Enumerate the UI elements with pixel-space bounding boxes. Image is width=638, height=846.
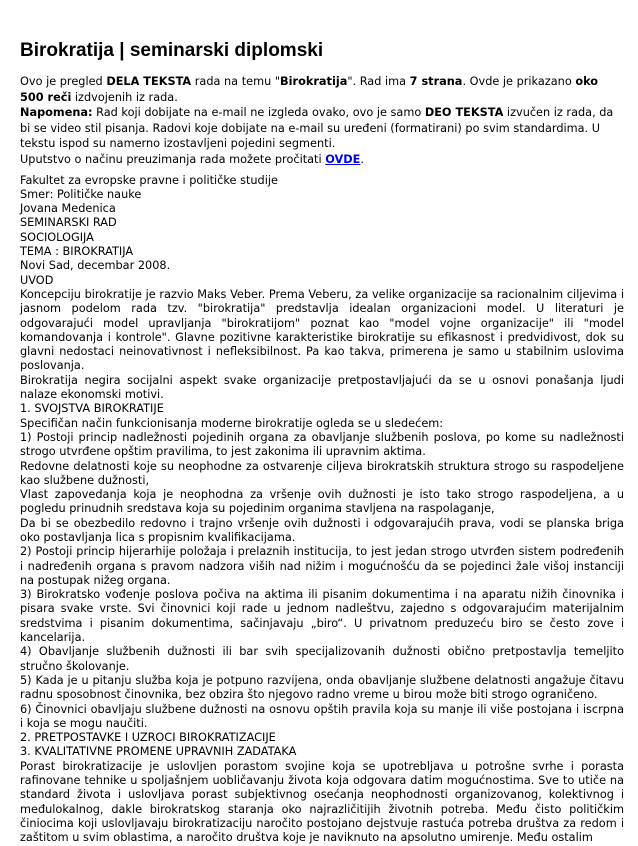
- intro-text: rada na temu ": [191, 75, 281, 88]
- page-title: Birokratija | seminarski diplomski: [20, 40, 324, 61]
- document-paragraph: SOCIOLOGIJA: [20, 230, 94, 244]
- document-paragraph: Fakultet za evropske pravne i političke studije: [20, 173, 278, 187]
- intro-bold: DEO TEKSTA: [424, 106, 504, 120]
- intro-text: Ovo je pregled: [20, 75, 107, 88]
- document-paragraph: 6) Činovnici obavljaju službene dužnosti na osnovu opštih pravila koja su manje ili više postojana i iscrpna i koja se mogu naučiti.: [20, 702, 624, 730]
- document-paragraph: 3) Birokratsko vođenje poslova počiva na aktima ili pisanim dokumentima i na aparatu nižih činovnika i pisara svake vrste. Svi činovnici koji rade u jednom nadleštvu, zajedno s odgovarajućim materijalnim sredstvima i pisanim dokumentima, sačinjavaju „biro“. U privatnom preduzeću biro se često zove i kancelarija.: [20, 588, 624, 645]
- document-paragraph: 4) Obavljanje službenih dužnosti ili bar svih specijalizovanih dužnosti obično pretpostavlja temeljito stručno školovanje.: [20, 645, 624, 673]
- intro-note: [20, 105, 624, 152]
- document-text: [20, 174, 624, 846]
- intro-text: ". Rad ima: [347, 75, 410, 88]
- intro-text: izvučen iz rada, da bi se video stil pisanja. Radovi koje dobijate na e-mail su uređeni (formatirani) po svim standardima. U tekstu ispod su namerno izostavljeni pojedini segmenti.: [20, 106, 614, 151]
- document-paragraph: 2) Postoji princip hijerarhije položaja i prelaznih institucija, to jest jedan strogo utvrđen sistem podređenih i nadređenih organa s pravom nadzora viših nad nižim i mogućnošću da se pojedinci žale višoj instanciji na postupak nižeg organa.: [20, 545, 624, 587]
- intro-page-count: 7 strana: [409, 75, 463, 88]
- document-paragraph: Redovne delatnosti koje su neophodne za ostvarenje ciljeva birokratskih struktura strogo su raspodeljene kao službene dužnosti,: [20, 459, 624, 487]
- intro-bold: DELA TEKSTA: [106, 75, 192, 88]
- intro-text: .: [360, 152, 364, 166]
- intro-text: Rad koji dobijate na e-mail ne izgleda ovako, ovo je samo: [92, 106, 425, 120]
- document-paragraph: 2. PRETPOSTAVKE I UZROCI BIROKRATIZACIJE: [20, 731, 276, 745]
- document-paragraph: Vlast zapovedanja koja je neophodna za vršenje ovih dužnosti je isto tako strogo raspodeljena, a u pogledu prinudnih sredstava koja su pojedinim organima stavljena na raspolaganje,: [20, 488, 624, 516]
- document-paragraph: Jovana Medenica: [20, 202, 116, 216]
- document-paragraph: Birokratija negira socijalni aspekt svake organizacije pretpostavljajući da se u osnovi ponašanja ljudi nalaze ekonomski motivi.: [20, 373, 624, 402]
- document-paragraph: Specifičan način funkcionisanja moderne birokratije ogleda se u sledećem:: [20, 416, 444, 430]
- intro-summary: [20, 74, 624, 105]
- note-label: Napomena:: [20, 106, 93, 120]
- document-paragraph: 5) Kada je u pitanju služba koja je potpuno razvijena, onda obavljanje službene delatnosti angažuje čitavu radnu sposobnost činovnika, bez obzira što njegovo radno vreme u birou može biti strogo ograničeno.: [20, 673, 624, 702]
- document-paragraph: 1) Postoji princip nadležnosti pojedinih organa za obavljanje službenih poslova, po kome su nadležnosti strogo utvrđene opštim pravilima, to jest zakonima ili upravnim aktima.: [20, 430, 624, 459]
- intro-bold: Birokratija: [280, 75, 348, 88]
- page: [20, 40, 624, 846]
- document-paragraph: TEMA : BIROKRATIJA: [20, 245, 134, 259]
- document-paragraph: Koncepciju birokratije je razvio Maks Veber. Prema Veberu, za velike organizacije sa racionalnim ciljevima i jasnom podelom rada tzv. "birokratija" predstavlja idealan organizacioni model. U literaturi je odgovarajući model upravljanja "birokratijom" poznat kao "model vojne organizacije" ili "model komandovanja i kontrole". Glavne pozitivne karakteristike birokratije su efikasnost i predvidivost, dok su glavni nedostaci neinovativnost i nefleksibilnost. Pa kao takva, primerena je samo u stabilnim uslovima poslovanja.: [20, 287, 624, 373]
- document-paragraph: Da bi se obezbedilo redovno i trajno vršenje ovih dužnosti i odgovarajućih prava, vodi se planska briga oko postavljanja lica s propisnim kvalifikacijama.: [20, 516, 624, 544]
- intro-text: Uputstvo o načinu preuzimanja rada možete pročitati: [20, 152, 326, 166]
- document-paragraph: UVOD: [20, 273, 54, 287]
- document-paragraph: Smer: Političke nauke: [20, 187, 142, 201]
- document-paragraph: SEMINARSKI RAD: [20, 216, 117, 230]
- document-paragraph: 3. KVALITATIVNE PROMENE UPRAVNIH ZADATAKA: [20, 745, 297, 759]
- document-paragraph: Novi Sad, decembar 2008.: [20, 259, 171, 273]
- document-paragraph: 1. SVOJSTVA BIROKRATIJE: [20, 402, 164, 416]
- intro-instructions: [20, 152, 624, 168]
- instructions-link[interactable]: OVDE: [325, 152, 361, 166]
- intro-block: [20, 74, 624, 168]
- document-paragraph: Porast birokratizacije je uslovljen porastom svojine koja se upotrebljava u potrošne svrhe i porasta rafinovane tehnike u spoljašnjem uobličavanju života koja odgovara datim mogućnostima. Sve to utiče na standard života i uslovljava porast subjektivnog osećanja neophodnosti organizovanog, kolektivnog i međulokalnog, dakle birokratskog staranja oko najrazličitijih životnih potreba. Među čisto političkim činiocima koji uslovljavaju birokratizaciju naročito postojano dejstvuje rastuća potreba društva za redom i zaštitom u svim oblastima, a naročito društva koje je naviknuto na apsolutno umirenje. Među ostalim: [20, 759, 624, 845]
- intro-text: izdvojenih iz rada.: [71, 90, 178, 104]
- intro-text: . Ovde je prikazano: [462, 75, 576, 88]
- intro-word-count: oko 500 reči: [20, 75, 599, 104]
